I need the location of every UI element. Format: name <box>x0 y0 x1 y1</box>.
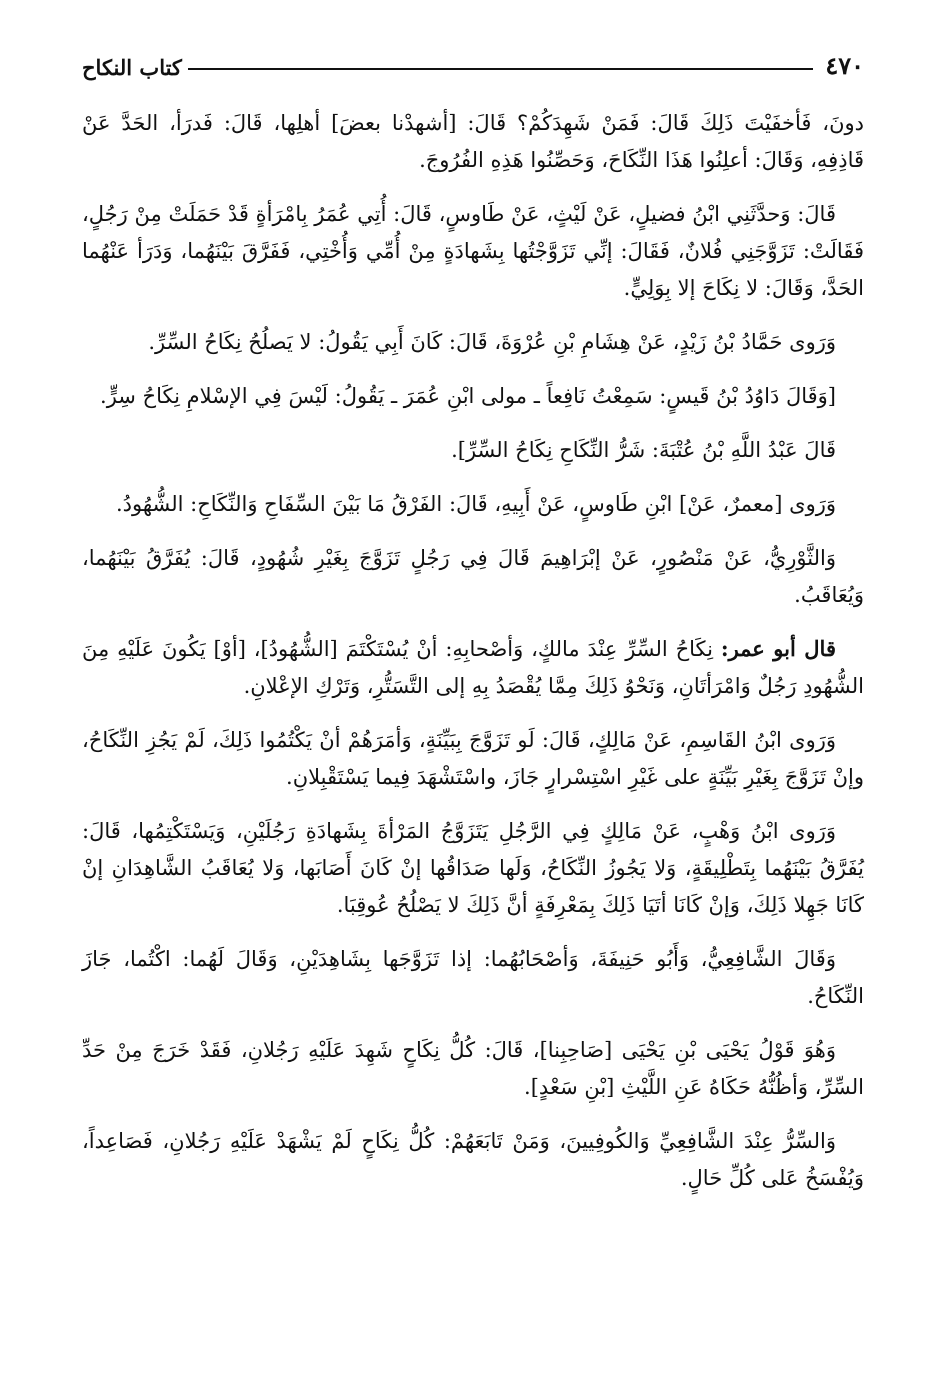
paragraph-text: وَالسِّرُّ عِنْدَ الشَّافِعِيِّ وَالكُوفِيينَ، وَمَنْ تَابَعَهُمْ: كُلُّ نِكَاحٍ لَمْ يَشْهَدْ عَلَيْهِ رَجُلانِ، فَصَاعِداً، وَيُفْسَخُ عَلى كُلِّ حَالٍ. <box>82 1129 864 1190</box>
paragraph-text: وَقَالَ الشَّافِعِيُّ، وَأَبُو حَنِيفَةَ، وَأصْحَابُهُما: إذا تَزَوَّجَها بِشَاهِدَيْنِ، وَقَالَ لَهُما: اكْتُما، جَازَ النِّكَاحُ. <box>82 947 864 1008</box>
paragraph <box>82 323 864 361</box>
running-title: كتاب النكاح <box>82 55 182 80</box>
paragraph-text: قَالَ: وَحدَّثَنِي ابْنُ فضيلٍ، عَنْ لَيْثٍ، عَنْ طَاوسٍ، قَالَ: أُتِي عُمَرُ بِامْرَأةٍ قَدْ حَمَلَتْ مِنْ رَجُلٍ، فَقَالَتْ: تَزَوَّجَنِي فُلانٌ، فَقَالَ: إنِّي تَزَوَّجْتُها بِشَهادَةٍ مِنْ أُمِّي وَأُخْتِي، فَفَرَّقَ بَيْنَهُما، وَدَرَأ عَنْهُما الحَدَّ، وَقَالَ: لا نِكَاحَ إلا بِوَلِيٍّ. <box>82 202 864 300</box>
paragraph <box>82 1031 864 1106</box>
paragraph <box>82 431 864 469</box>
page-header <box>82 34 864 78</box>
page-number: ٤٧٠ <box>825 51 864 80</box>
paragraph-text: وَرَوى حَمَّادُ بْنُ زَيْدٍ، عَنْ هِشَامِ بْنِ عُرْوَةَ، قَالَ: كَانَ أَبِي يَقُولُ: لا يَصلُحُ نِكَاحُ السِّرِّ. <box>148 330 836 354</box>
paragraph <box>82 1122 864 1197</box>
paragraph <box>82 485 864 523</box>
paragraph <box>82 630 864 705</box>
paragraph-text: قَالَ عَبْدُ اللَّهِ بْنُ عُتْبَةَ: شَرُّ النِّكَاحِ نِكَاحُ السِّرِّ]. <box>451 438 836 462</box>
paragraph-text: [وَقَالَ دَاوُدُ بْنُ قَيسٍ: سَمِعْتُ نَافِعاً ـ مولى ابْنِ عُمَرَ ـ يَقُولُ: لَيْسَ فِي الإسْلامِ نِكَاحُ سِرٍّ. <box>100 384 836 408</box>
paragraph <box>82 721 864 796</box>
paragraph <box>82 104 864 179</box>
paragraph <box>82 195 864 307</box>
paragraph-text: وَالثَّوْرِيُّ، عَنْ مَنْصُورٍ، عَنْ إبْرَاهِيمَ قَالَ فِي رَجُلٍ تَزَوَّجَ بِغَيْرِ شُهُودٍ، قَالَ: يُفَرَّقُ بَيْنَهُما، وَيُعَاقَبُ. <box>82 546 864 607</box>
paragraph-text: وَرَوى ابْنُ القَاسِمِ، عَنْ مَالِكٍ، قَالَ: لَو تَزَوَّجَ بِبَيِّنَةٍ، وَأمَرَهُمْ أنْ يَكْتُمُوا ذَلِكَ، لَمْ يَجُزِ النِّكَاحُ، وإنْ تَزَوَّجَ بِغَيْرِ بَيِّنَةٍ على غَيْرِ اسْتِسْرارٍ جَازَ، واسْتَشْهَدَ فِيما يَسْتَقْبِلانِ. <box>82 728 864 789</box>
header-rule <box>188 68 813 70</box>
paragraph-text: وَرَوى ابْنُ وَهْبٍ، عَنْ مَالِكٍ فِي الرَّجُلِ يَتَزَوَّجُ المَرْأةَ بِشَهادَةِ رَجُلَيْنِ، وَيَسْتَكْتِمُها، قَالَ: يُفَرَّقُ بَيْنَهُما بِتَطْلِيقَةٍ، وَلا يَجُوزُ النِّكَاحُ، وَلَها صَدَاقُها إنْ كَانَ أَصَابَها، وَلا يُعَاقَبُ الشَّاهِدَانِ إنْ كَانَا جَهِلا ذَلِكَ، وَإنْ كَانَا أتَيَا ذَلِكَ بِمَعْرِفَةٍ أنَّ ذَلِكَ لا يَصْلُحُ عُوقِبَا. <box>82 819 864 917</box>
paragraph-text: وَهُوَ قَوْلُ يَحْيَى بْنِ يَحْيَى [صَاحِبِنا]، قَالَ: كُلُّ نِكَاحٍ شَهِدَ عَلَيْهِ رَجُلانِ، فَقَدْ خَرَجَ مِنْ حَدِّ السِّرِّ، وَأظُنُّهُ حَكَاهُ عَنِ اللَّيْثِ [بْنِ سَعْدٍ]. <box>82 1038 864 1099</box>
paragraph <box>82 377 864 415</box>
paragraph-text: وَرَوى [معمرٌ، عَنْ] ابْنِ طَاوسٍ، عَنْ أَبِيهِ، قَالَ: الفَرْقُ مَا بَيْنَ السِّفَاحِ وَالنِّكَاحِ: الشُّهُودُ. <box>115 492 836 516</box>
body-text <box>82 104 864 1213</box>
paragraph <box>82 539 864 614</box>
paragraph <box>82 812 864 924</box>
paragraph <box>82 940 864 1015</box>
paragraph-text: نِكَاحُ السِّرِّ عِنْدَ مالكٍ، وَأصْحابِهِ: أنْ يُسْتَكْتَمَ [الشُّهُودُ]، [أوْ] يَكُونَ عَلَيْهِ مِنَ الشُّهُودِ رَجُلٌ وَامْرَأتَانِ، وَنَحْوُ ذَلِكَ مِمَّا يُقْصَدُ بِهِ إلى التَّسَتُّرِ، وَتَرْكِ الإعْلانِ. <box>82 637 864 698</box>
paragraph-text: دونَ، فَأخفَيْتَ ذَلِكَ قَالَ: فَمَنْ شَهِدَكُمْ؟ قَالَ: [أشهدْنا بعضَ] أهلِها، قَالَ: فَدرَأ، الحَدَّ عَنْ قَاذِفِهِ، وَقَالَ: أعلِنُوا هَذَا النِّكَاحَ، وَحَصِّنُوا هَذِهِ الفُرُوجَ. <box>82 111 864 172</box>
paragraph-lead: قال أبو عمر: <box>720 636 836 661</box>
